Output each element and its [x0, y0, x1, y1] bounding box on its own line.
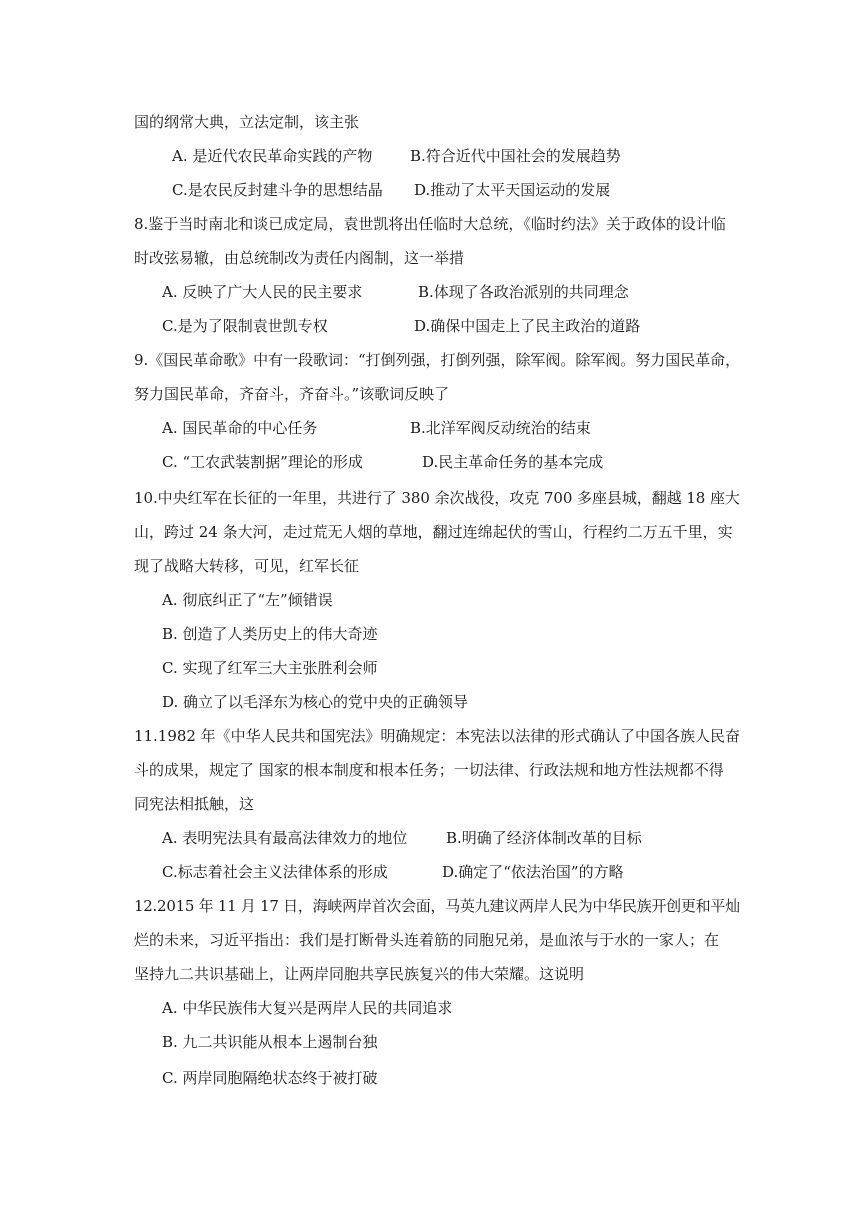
q11-stem-line-3: 同宪法相抵触，这 — [134, 795, 255, 813]
q7-option-c: C.是农民反封建斗争的思想结晶 — [172, 181, 383, 199]
q12-option-c: C. 两岸同胞隔绝状态终于被打破 — [162, 1069, 378, 1087]
q11-option-c: C.标志着社会主义法律体系的形成 — [162, 863, 388, 881]
q8-option-d: D.确保中国走上了民主政治的道路 — [414, 317, 641, 335]
q7-option-d: D.推动了太平天国运动的发展 — [414, 181, 611, 199]
q11-option-a: A. 表明宪法具有最高法律效力的地位 — [162, 829, 408, 847]
q11-option-b: B.明确了经济体制改革的目标 — [446, 829, 642, 847]
q8-stem-line-2: 时改弦易辙，由总统制改为责任内阁制，这一举措 — [134, 249, 465, 267]
q10-option-d: D. 确立了以毛泽东为核心的党中央的正确领导 — [162, 693, 469, 711]
q10-option-b: B. 创造了人类历史上的伟大奇迹 — [162, 625, 378, 643]
q8-option-a: A. 反映了广大人民的民主要求 — [162, 283, 363, 301]
q9-stem-line-2: 努力国民革命，齐奋斗，齐奋斗。”该歌词反映了 — [134, 385, 450, 403]
q12-stem-line-1: 12.2015 年 11 月 17 日，海峡两岸首次会面，马英九建议两岸人民为中华民族开创更和平灿 — [134, 897, 740, 915]
q12-option-a: A. 中华民族伟大复兴是两岸人民的共同追求 — [162, 999, 453, 1017]
q10-option-a: A. 彻底纠正了“左”倾错误 — [162, 591, 333, 609]
q12-option-b: B. 九二共识能从根本上遏制台独 — [162, 1033, 378, 1051]
q12-stem-line-3: 坚持九二共识基础上，让两岸同胞共享民族复兴的伟大荣耀。这说明 — [134, 965, 585, 983]
q12-stem-line-2: 烂的未来，习近平指出：我们是打断骨头连着筋的同胞兄弟，是血浓与于水的一家人；在 — [134, 931, 720, 949]
q10-stem-line-1: 10.中央红军在长征的一年里，共进行了 380 余次战役，攻克 700 多座县城，翻越 18 座大 — [134, 489, 740, 507]
q10-stem-line-2: 山，跨过 24 条大河，走过荒无人烟的草地，翻过连绵起伏的雪山，行程约二万五千里，实 — [134, 523, 733, 541]
q7-option-b: B.符合近代中国社会的发展趋势 — [410, 147, 621, 165]
q9-option-d: D.民主革命任务的基本完成 — [422, 453, 604, 471]
q7-option-a: A. 是近代农民革命实践的产物 — [172, 147, 373, 165]
q8-option-b: B.体现了各政治派别的共同理念 — [418, 283, 629, 301]
q9-option-c: C. “工农武装割据”理论的形成 — [162, 453, 363, 471]
q9-option-a: A. 国民革命的中心任务 — [162, 419, 318, 437]
q10-option-c: C. 实现了红军三大主张胜利会师 — [162, 659, 378, 677]
q10-stem-line-3: 现了战略大转移，可见，红军长征 — [134, 557, 360, 575]
q11-stem-line-1: 11.1982 年《中华人民共和国宪法》明确规定：本宪法以法律的形式确认了中国各族人民奋 — [134, 727, 740, 745]
q7-stem-continuation: 国的纲常大典，立法定制，该主张 — [134, 113, 360, 131]
q8-option-c: C.是为了限制袁世凯专权 — [162, 317, 328, 335]
q9-stem-line-1: 9.《国民革命歌》中有一段歌词：“打倒列强，打倒列强，除军阀。除军阀。努力国民革命， — [134, 351, 741, 369]
q9-option-b: B.北洋军阀反动统治的结束 — [410, 419, 591, 437]
q8-stem-line-1: 8.鉴于当时南北和谈已成定局，袁世凯将出任临时大总统，《临时约法》关于政体的设计临 — [134, 215, 726, 233]
q11-stem-line-2: 斗的成果，规定了 国家的根本制度和根本任务；一切法律、行政法规和地方性法规都不得 — [134, 761, 724, 779]
q11-option-d: D.确定了“依法治国”的方略 — [442, 863, 624, 881]
